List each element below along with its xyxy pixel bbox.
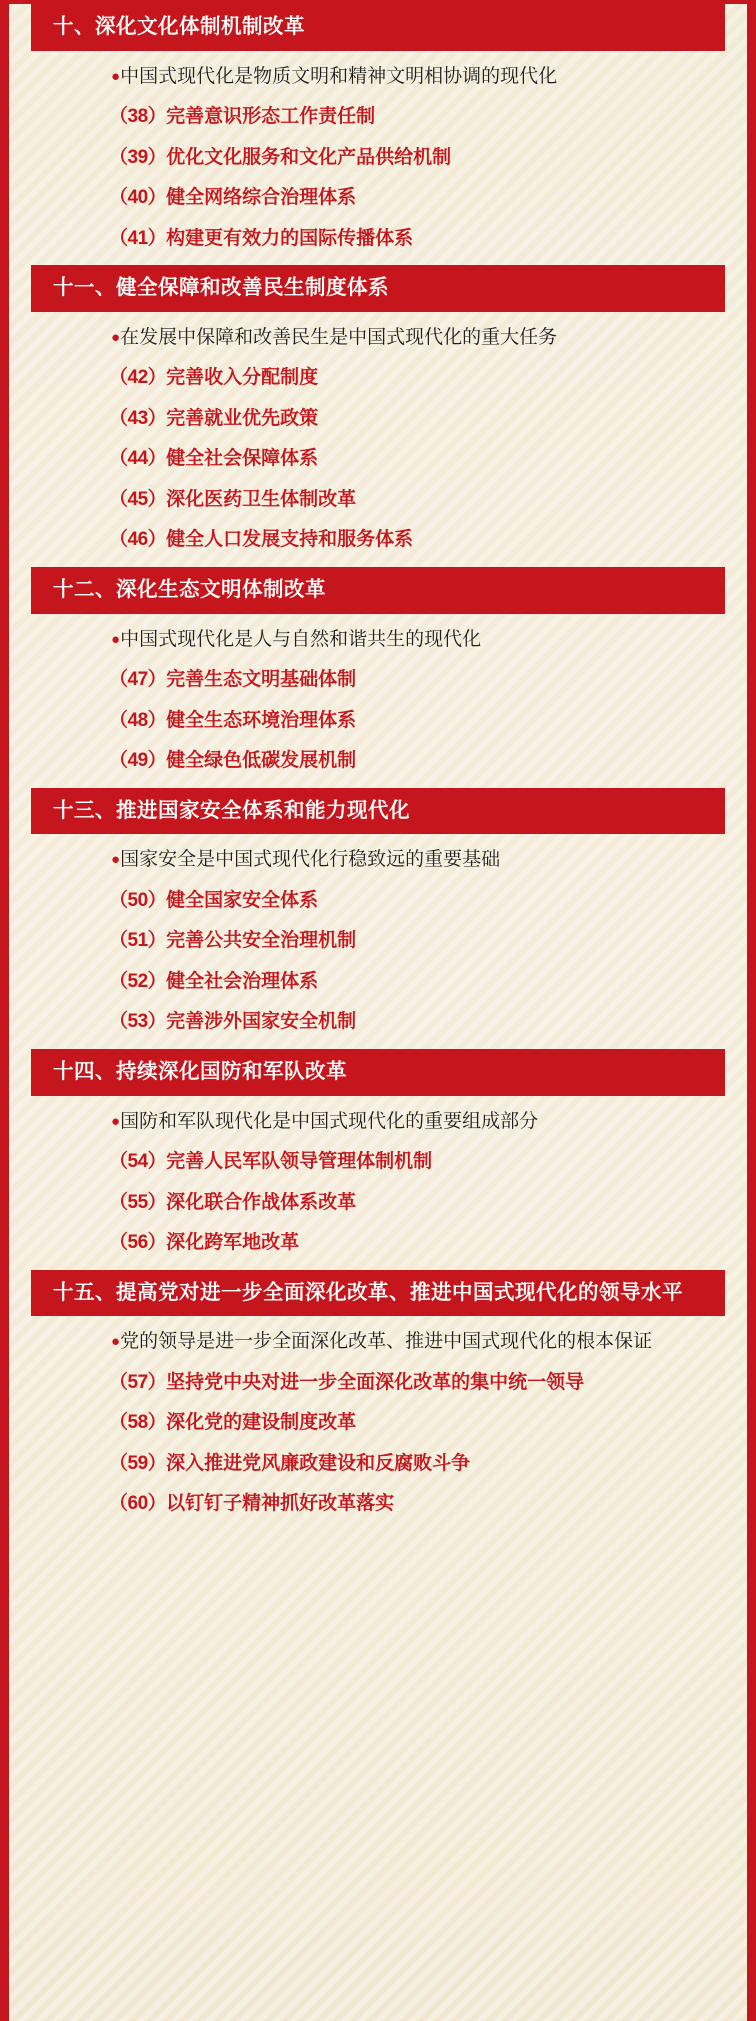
item-number: （39） <box>109 146 167 168</box>
item-text: 完善就业优先政策 <box>166 407 319 429</box>
section-heading: 十四、持续深化国防和军队改革 <box>31 1049 725 1096</box>
numbered-item <box>49 921 707 962</box>
bullet-item <box>49 1322 707 1363</box>
item-text: 国家安全是中国式现代化行稳致远的重要基础 <box>120 849 501 871</box>
section-block <box>49 1270 707 1531</box>
numbered-item <box>49 1403 707 1444</box>
item-text: 完善生态文明基础体制 <box>166 669 357 691</box>
item-number: （49） <box>109 750 167 772</box>
numbered-item <box>49 1223 707 1264</box>
item-text: 中国式现代化是物质文明和精神文明相协调的现代化 <box>120 65 558 87</box>
section-items <box>49 1096 707 1270</box>
item-text: 在发展中保障和改善民生是中国式现代化的重大任务 <box>120 326 558 348</box>
item-text: 以钉钉子精神抓好改革落实 <box>166 1493 395 1515</box>
item-number: （58） <box>109 1412 167 1434</box>
item-number: （51） <box>109 930 167 952</box>
item-text: 健全社会治理体系 <box>166 970 319 992</box>
numbered-item <box>49 219 707 260</box>
item-text: 完善人民军队领导管理体制机制 <box>166 1151 433 1173</box>
item-number: （60） <box>109 1493 167 1515</box>
item-number: （48） <box>109 709 167 731</box>
item-text: 坚持党中央对进一步全面深化改革的集中统一领导 <box>166 1371 585 1393</box>
item-number: （55） <box>109 1191 167 1213</box>
item-text: 深化联合作战体系改革 <box>166 1191 357 1213</box>
item-text: 完善公共安全治理机制 <box>166 930 357 952</box>
section-heading: 十三、推进国家安全体系和能力现代化 <box>31 788 725 835</box>
item-text: 深化跨军地改革 <box>166 1232 300 1254</box>
numbered-item <box>49 962 707 1003</box>
numbered-item <box>49 520 707 561</box>
section-block <box>49 788 707 1049</box>
item-number: （56） <box>109 1232 167 1254</box>
item-number: （50） <box>109 889 167 911</box>
item-number: （44） <box>109 448 167 470</box>
item-text: 健全网络综合治理体系 <box>166 187 357 209</box>
item-number: （40） <box>109 187 167 209</box>
section-items <box>49 312 707 567</box>
item-text: 完善涉外国家安全机制 <box>166 1011 357 1033</box>
numbered-item <box>49 138 707 179</box>
bullet-item <box>49 318 707 359</box>
section-items <box>49 1316 707 1531</box>
section-items <box>49 834 707 1049</box>
bullet-item <box>49 57 707 98</box>
numbered-item <box>49 399 707 440</box>
numbered-item <box>49 1183 707 1224</box>
section-block <box>49 1049 707 1270</box>
section-heading: 十、深化文化体制机制改革 <box>31 4 725 51</box>
item-text: 健全社会保障体系 <box>166 448 319 470</box>
section-heading: 十一、健全保障和改善民生制度体系 <box>31 265 725 312</box>
item-number: （53） <box>109 1011 167 1033</box>
item-text: 构建更有效力的国际传播体系 <box>166 227 414 249</box>
item-number: （41） <box>109 227 167 249</box>
numbered-item <box>49 178 707 219</box>
bullet-item <box>49 620 707 661</box>
item-text: 健全绿色低碳发展机制 <box>166 750 357 772</box>
numbered-item <box>49 97 707 138</box>
numbered-item <box>49 1363 707 1404</box>
numbered-item <box>49 1484 707 1525</box>
item-text: 深化医药卫生体制改革 <box>166 488 357 510</box>
section-items <box>49 614 707 788</box>
numbered-item <box>49 660 707 701</box>
item-number: （38） <box>109 106 167 128</box>
item-number: （43） <box>109 407 167 429</box>
bullet-marker-icon: ● <box>111 630 121 648</box>
bullet-marker-icon: ● <box>111 328 121 346</box>
item-text: 党的领导是进一步全面深化改革、推进中国式现代化的根本保证 <box>120 1331 653 1353</box>
section-block <box>49 567 707 788</box>
bullet-item <box>49 1102 707 1143</box>
item-text: 国防和军队现代化是中国式现代化的重要组成部分 <box>120 1110 539 1132</box>
item-text: 健全生态环境治理体系 <box>166 709 357 731</box>
item-number: （52） <box>109 970 167 992</box>
item-number: （42） <box>109 367 167 389</box>
numbered-item <box>49 480 707 521</box>
item-text: 健全国家安全体系 <box>166 889 319 911</box>
item-number: （47） <box>109 669 167 691</box>
section-list <box>49 4 707 1531</box>
item-number: （59） <box>109 1452 167 1474</box>
item-text: 优化文化服务和文化产品供给机制 <box>166 146 452 168</box>
numbered-item <box>49 358 707 399</box>
bullet-item <box>49 840 707 881</box>
section-block <box>49 4 707 265</box>
item-text: 完善收入分配制度 <box>166 367 319 389</box>
item-text: 健全人口发展支持和服务体系 <box>166 529 414 551</box>
section-block <box>49 265 707 567</box>
bottom-spacer <box>49 1531 707 1561</box>
item-text: 完善意识形态工作责任制 <box>166 106 376 128</box>
item-number: （54） <box>109 1151 167 1173</box>
section-heading: 十五、提高党对进一步全面深化改革、推进中国式现代化的领导水平 <box>31 1270 725 1317</box>
item-text: 深入推进党风廉政建设和反腐败斗争 <box>166 1452 471 1474</box>
bullet-marker-icon: ● <box>111 1112 121 1130</box>
item-number: （46） <box>109 529 167 551</box>
numbered-item <box>49 741 707 782</box>
bullet-marker-icon: ● <box>111 851 121 869</box>
numbered-item <box>49 881 707 922</box>
item-text: 中国式现代化是人与自然和谐共生的现代化 <box>120 628 482 650</box>
bullet-marker-icon: ● <box>111 1333 121 1351</box>
section-items <box>49 51 707 266</box>
numbered-item <box>49 1142 707 1183</box>
numbered-item <box>49 1002 707 1043</box>
numbered-item <box>49 1444 707 1485</box>
numbered-item <box>49 439 707 480</box>
section-heading: 十二、深化生态文明体制改革 <box>31 567 725 614</box>
item-number: （45） <box>109 488 167 510</box>
item-number: （57） <box>109 1371 167 1393</box>
bullet-marker-icon: ● <box>111 67 121 85</box>
item-text: 深化党的建设制度改革 <box>166 1412 357 1434</box>
numbered-item <box>49 701 707 742</box>
